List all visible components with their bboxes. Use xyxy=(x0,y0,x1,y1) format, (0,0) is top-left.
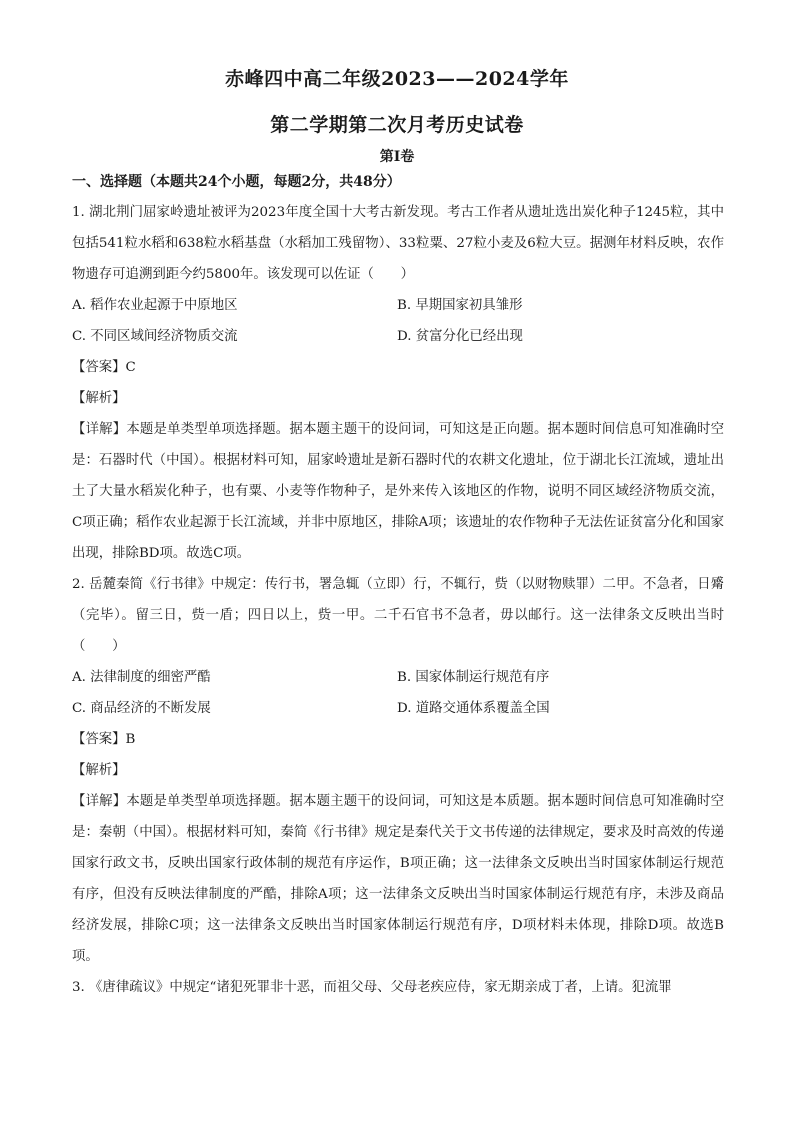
question-2-option-d: D. 道路交通体系覆盖全国 xyxy=(397,701,550,716)
question-3-stem: 3. 《唐律疏议》中规定“诸犯死罪非十恶，而祖父母、父母老疾应侍，家无期亲成丁者，上请。犯流罪 xyxy=(72,980,672,995)
question-1-option-c: C. 不同区域间经济物质交流 xyxy=(72,329,238,344)
question-1-answer: 【答案】C xyxy=(72,360,136,375)
question-2-detail: 【详解】本题是单类型单项选择题。据本题主题干的设问词，可知这是本质题。据本题时间信息可知准确时空是：秦朝（中国）。根据材料可知，秦简《行书律》规定是秦代关于文书传递的法律规定，要求及时高效的传递国家行政文书，反映出国家行政体制的规范有序运作，B项正确；这一法律条文反映出当时国家体制运行规范有序，但没有反映法律制度的严酷，排除A项；这一法律条文反映出当时国家体制运行规范有序，未涉及商品经济发展，排除C项；这一法律条文反映出当时国家体制运行规范有序，D项材料未体现，排除D项。故选B项。 xyxy=(72,794,724,964)
question-1-detail: 【详解】本题是单类型单项选择题。据本题主题干的设问词，可知这是正向题。据本题时间信息可知准确时空是：石器时代（中国）。根据材料可知，屈家岭遗址是新石器时代的农耕文化遗址，位于湖北长江流域，遗址出土了大量水稻炭化种子，也有粟、小麦等作物种子，是外来传入该地区的作物，说明不同区域经济物质交流，C项正确；稻作农业起源于长江流域，并非中原地区，排除A项；该遗址的农作物种子无法佐证贫富分化和国家出现，排除BD项。故选C项。 xyxy=(72,422,724,561)
question-1-options-row-1 xyxy=(72,290,724,321)
exam-title-line2: 第二学期第二次月考历史试卷 xyxy=(270,114,524,136)
question-1-option-d: D. 贫富分化已经出现 xyxy=(397,329,523,344)
question-1-option-a: A. 稻作农业起源于中原地区 xyxy=(72,298,238,313)
question-2-analysis-label: 【解析】 xyxy=(72,763,126,778)
question-1-options-row-2 xyxy=(72,321,724,352)
questions-body xyxy=(72,197,724,1003)
question-2-options-row-2 xyxy=(72,693,724,724)
exam-title-line1: 赤峰四中高二年级2023——2024学年 xyxy=(225,68,569,90)
question-2-option-b: B. 国家体制运行规范有序 xyxy=(397,670,550,685)
section-heading: 一、选择题（本题共24个小题，每题2分，共48分） xyxy=(72,174,401,190)
question-1-stem: 1. 湖北荆门屈家岭遗址被评为2023年度全国十大考古新发现。考古工作者从遗址选出炭化种子1245粒，其中包括541粒水稻和638粒水稻基盘（水稻加工残留物）、33粒粟、27粒小麦及6粒大豆。据测年材料反映，农作物遗存可追溯到距今约5800年。该发现可以佐证（ ） xyxy=(72,205,724,282)
question-1-analysis-label: 【解析】 xyxy=(72,391,126,406)
question-2-options-row-1 xyxy=(72,662,724,693)
question-2-option-a: A. 法律制度的细密严酷 xyxy=(72,670,211,685)
question-2-option-c: C. 商品经济的不断发展 xyxy=(72,701,211,716)
question-1-option-b: B. 早期国家初具雏形 xyxy=(397,298,523,313)
volume-label: 第Ⅰ卷 xyxy=(379,149,415,165)
question-2-answer: 【答案】B xyxy=(72,732,136,747)
question-2-stem: 2. 岳麓秦简《行书律》中规定：传行书，署急辄（立即）行，不辄行，赀（以财物赎罪）二甲。不急者，日觱（完毕）。留三日，赀一盾；四日以上，赀一甲。二千石官书不急者，毋以邮行。这一法律条文反映出当时（ ） xyxy=(72,577,724,654)
